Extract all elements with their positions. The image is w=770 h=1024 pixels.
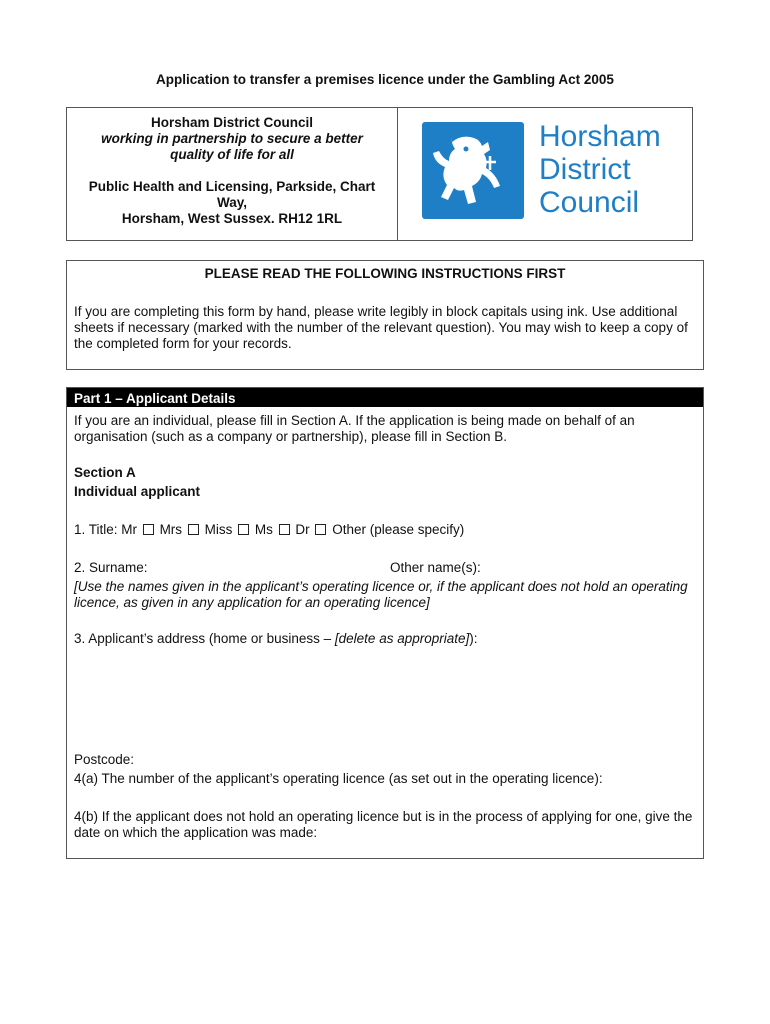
logo-word-2: District (539, 153, 631, 186)
part1-applicant-details (66, 387, 704, 859)
org-name: Horsham District Council (150, 115, 314, 130)
instructions-box (66, 260, 704, 370)
logo-word-3: Council (539, 186, 640, 219)
tagline-line-1: working in partnership to secure a better (101, 131, 363, 146)
address-label: 3. Applicant’s address (home or business – (74, 631, 335, 646)
council-logo-wordmark (539, 120, 661, 219)
council-contact-block (67, 108, 398, 240)
logo-word-1: Horsham (539, 120, 661, 153)
title-option-dr: Dr (295, 522, 310, 537)
title-checkbox-miss[interactable] (238, 524, 249, 535)
instructions-body: If you are completing this form by hand, please write legibly in block capitals using ink. Use additional sheets if necessary (marked with the number of the relevant question). You may wish to keep a copy of the completed form for your records. (74, 304, 688, 351)
title-option-ms: Ms (254, 522, 273, 537)
title-option-other: Other (please specify) (332, 522, 465, 537)
title-checkbox-ms[interactable] (279, 524, 290, 535)
title-checkbox-dr[interactable] (315, 524, 326, 535)
title-option-miss: Miss (204, 522, 233, 537)
tagline-line-2: quality of life for all (170, 147, 294, 162)
section-a-label: Section A (74, 465, 136, 480)
title-option-mrs: Mrs (159, 522, 183, 537)
postcode-field[interactable]: Postcode: (74, 752, 135, 767)
title-checkbox-mr[interactable] (143, 524, 154, 535)
title-checkbox-mrs[interactable] (188, 524, 199, 535)
part1-intro: If you are an individual, please fill in Section A. If the application is being made on behalf of an organisation (such as a company or partnership), please fill in Section B. (74, 413, 635, 444)
section-a-subtitle: Individual applicant (74, 484, 201, 499)
operating-licence-number-question[interactable]: 4(a) The number of the applicant’s operating licence (as set out in the operating licence): (74, 771, 603, 786)
address-line-3: Horsham, West Sussex. RH12 1RL (121, 211, 343, 226)
lion-rampant-icon (422, 122, 524, 219)
address-question[interactable] (74, 631, 699, 647)
address-line-1: Public Health and Licensing, Parkside, Chart (88, 179, 376, 194)
document-title: Application to transfer a premises licence under the Gambling Act 2005 (156, 72, 614, 87)
address-line-2: Way, (216, 195, 247, 210)
address-label-end: ): (469, 631, 478, 646)
title-label: 1. Title: (74, 522, 122, 537)
title-option-mr: Mr (121, 522, 138, 537)
licence-application-date-question[interactable]: 4(b) If the applicant does not hold an operating licence but is in the process of applying for one, give the date on which the application was made: (74, 809, 693, 840)
title-question (74, 522, 699, 538)
other-names-field[interactable]: Other name(s): (390, 560, 481, 575)
council-header (66, 107, 693, 241)
instructions-heading: PLEASE READ THE FOLLOWING INSTRUCTIONS FIRST (204, 266, 566, 281)
address-delete-note: [delete as appropriate] (334, 631, 470, 646)
part1-heading: Part 1 – Applicant Details (67, 388, 703, 407)
names-note: [Use the names given in the applicant’s operating licence or, if the applicant does not hold an operating licence, as given in any application for an operating licence] (74, 579, 688, 610)
surname-field[interactable]: 2. Surname: (74, 560, 148, 575)
